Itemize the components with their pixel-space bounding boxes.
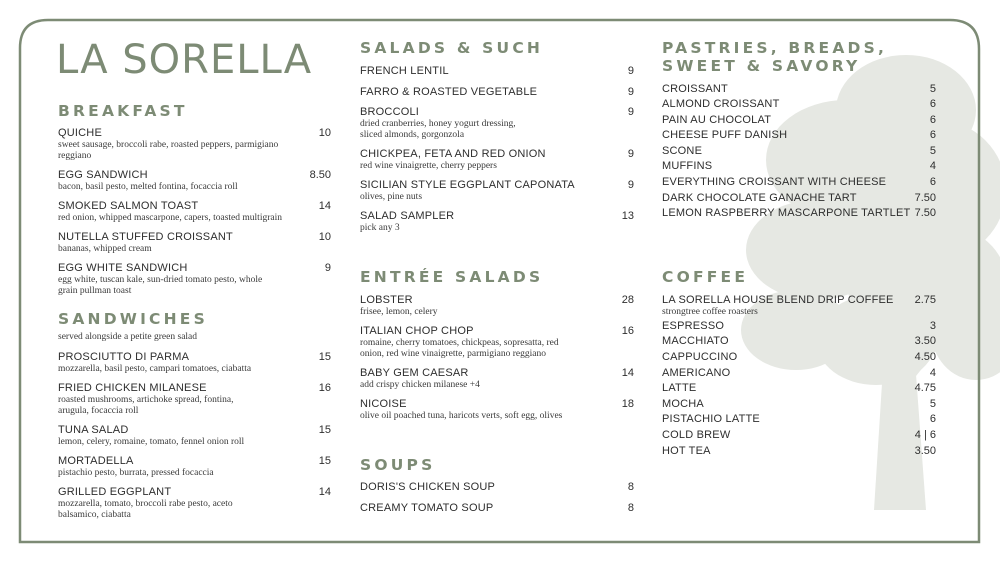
item-price: 8: [627, 481, 634, 493]
menu-item: [58, 262, 268, 296]
item-desc: mozzarella, basil pesto, campari tomatoes, ciabatta: [58, 364, 252, 374]
item-price: 6: [929, 176, 936, 188]
sandwiches-title: SANDWICHES: [58, 310, 208, 328]
item-desc: egg white, tuscan kale, sun-dried tomato pesto, whole grain pullman toast: [58, 275, 263, 296]
item-desc: bananas, whipped cream: [58, 244, 152, 254]
item-name: AMERICANO: [662, 367, 731, 379]
item-name: HOT TEA: [662, 445, 711, 457]
menu-item: [662, 207, 910, 220]
menu-item: [58, 424, 308, 448]
item-price: 15: [318, 351, 331, 363]
item-desc: strongtree coffee roasters: [662, 307, 758, 317]
item-desc: frisee, lemon, celery: [360, 307, 438, 317]
item-name: GRILLED EGGPLANT: [58, 486, 172, 498]
item-price: 4.75: [914, 382, 936, 394]
item-name: FARRO & ROASTED VEGETABLE: [360, 86, 538, 98]
menu-item: [662, 176, 886, 189]
item-name: LA SORELLA HOUSE BLEND DRIP COFFEE: [662, 294, 894, 306]
menu-item: [360, 210, 600, 234]
menu-item: [58, 351, 308, 375]
item-desc: mozzarella, tomato, broccoli rabe pesto, aceto balsamico, ciabatta: [58, 499, 233, 520]
item-price: 9: [627, 86, 634, 98]
item-name: LEMON RASPBERRY MASCARPONE TARTLET: [662, 207, 911, 219]
item-desc: romaine, cherry tomatoes, chickpeas, sopresatta, red onion, red wine vinaigrette, parmigiano reggiano: [360, 338, 559, 359]
item-desc: roasted mushrooms, artichoke spread, fontina, arugula, focaccia roll: [58, 395, 234, 416]
item-name: ITALIAN CHOP CHOP: [360, 325, 474, 337]
item-price: 5: [929, 83, 936, 95]
item-desc: red wine vinaigrette, cherry peppers: [360, 161, 497, 171]
item-name: EVERYTHING CROISSANT WITH CHEESE: [662, 176, 887, 188]
item-desc: pick any 3: [360, 223, 400, 233]
item-name: PAIN AU CHOCOLAT: [662, 114, 772, 126]
item-name: CHICKPEA, FETA AND RED ONION: [360, 148, 546, 160]
menu-item: [662, 114, 771, 127]
menu-item: [360, 106, 535, 140]
item-name: MORTADELLA: [58, 455, 134, 467]
item-desc: olive oil poached tuna, haricots verts, soft egg, olives: [360, 411, 563, 421]
menu-item: [360, 294, 600, 318]
item-price: 6: [929, 413, 936, 425]
item-name: SICILIAN STYLE EGGPLANT CAPONATA: [360, 179, 575, 191]
item-price: 9: [324, 262, 331, 274]
menu-item: [360, 481, 600, 494]
item-desc: red onion, whipped mascarpone, capers, toasted multigrain: [58, 213, 282, 223]
menu-item: [662, 335, 729, 348]
item-name: DORIS'S CHICKEN SOUP: [360, 481, 496, 493]
item-name: FRENCH LENTIL: [360, 65, 449, 77]
menu-item: [58, 382, 258, 416]
item-name: BABY GEM CAESAR: [360, 367, 469, 379]
item-desc: lemon, celery, romaine, tomato, fennel onion roll: [58, 437, 245, 447]
item-name: PISTACHIO LATTE: [662, 413, 760, 425]
item-price: 15: [318, 455, 331, 467]
menu-item: [360, 502, 600, 515]
item-name: LOBSTER: [360, 294, 413, 306]
breakfast-title: BREAKFAST: [58, 102, 188, 120]
menu-item: [58, 486, 243, 520]
item-price: 18: [621, 398, 634, 410]
restaurant-logo: LA SORELLA: [56, 37, 313, 83]
item-name: MUFFINS: [662, 160, 713, 172]
item-price: 8.50: [309, 169, 331, 181]
item-desc: bacon, basil pesto, melted fontina, focaccia roll: [58, 182, 238, 192]
item-name: COLD BREW: [662, 429, 731, 441]
menu-item: [360, 179, 600, 203]
menu-item: [58, 231, 308, 255]
item-price: 8: [627, 502, 634, 514]
item-desc: dried cranberries, honey yogurt dressing, sliced almonds, gorgonzola: [360, 119, 516, 140]
menu-item: [360, 398, 600, 422]
item-name: CAPPUCCINO: [662, 351, 738, 363]
item-price: 4 | 6: [914, 429, 936, 441]
item-price: 4.50: [914, 351, 936, 363]
menu-item: [360, 148, 600, 172]
entree-salads-title: ENTRÉE SALADS: [360, 268, 544, 286]
item-price: 28: [621, 294, 634, 306]
item-name: CREAMY TOMATO SOUP: [360, 502, 494, 514]
item-name: MOCHA: [662, 398, 704, 410]
item-desc: sweet sausage, broccoli rabe, roasted peppers, parmigiano reggiano: [58, 140, 279, 161]
item-name: ESPRESSO: [662, 320, 725, 332]
item-price: 3: [929, 320, 936, 332]
item-name: CROISSANT: [662, 83, 728, 95]
item-price: 14: [318, 200, 331, 212]
menu-item: [662, 413, 760, 426]
item-price: 4: [929, 160, 936, 172]
item-name: PROSCIUTTO DI PARMA: [58, 351, 190, 363]
menu-item: [662, 429, 730, 442]
item-price: 7.50: [914, 207, 936, 219]
menu-item: [662, 192, 857, 205]
menu-item: [58, 455, 308, 479]
menu-item: [662, 83, 728, 96]
item-name: MACCHIATO: [662, 335, 729, 347]
item-price: 7.50: [914, 192, 936, 204]
menu-item: [360, 325, 580, 359]
menu-item: [662, 98, 780, 111]
item-name: LATTE: [662, 382, 697, 394]
menu-item: [58, 127, 308, 161]
item-price: 4: [929, 367, 936, 379]
salads-title: SALADS & SUCH: [360, 39, 544, 57]
item-name: EGG SANDWICH: [58, 169, 148, 181]
item-name: CHEESE PUFF DANISH: [662, 129, 788, 141]
pastries-title-line1: PASTRIES, BREADS,: [662, 39, 888, 57]
item-price: 9: [627, 179, 634, 191]
item-price: 15: [318, 424, 331, 436]
item-price: 9: [627, 65, 634, 77]
item-price: 9: [627, 106, 634, 118]
item-name: NICOISE: [360, 398, 407, 410]
item-price: 10: [318, 127, 331, 139]
soups-title: SOUPS: [360, 456, 436, 474]
menu-item: [662, 294, 894, 318]
item-name: NUTELLA STUFFED CROISSANT: [58, 231, 233, 243]
item-price: 6: [929, 114, 936, 126]
menu-item: [360, 65, 600, 78]
item-desc: pistachio pesto, burrata, pressed focaccia: [58, 468, 214, 478]
sandwiches-note: served alongside a petite green salad: [58, 332, 198, 342]
menu-item: [662, 160, 712, 173]
menu-item: [662, 145, 702, 158]
item-price: 10: [318, 231, 331, 243]
item-name: SCONE: [662, 145, 703, 157]
menu-item: [662, 351, 737, 364]
item-price: 2.75: [914, 294, 936, 306]
item-name: SMOKED SALMON TOAST: [58, 200, 199, 212]
item-price: 14: [318, 486, 331, 498]
item-price: 5: [929, 398, 936, 410]
item-price: 3.50: [914, 445, 936, 457]
menu-item: [662, 382, 696, 395]
item-price: 14: [621, 367, 634, 379]
menu-item: [662, 367, 730, 380]
pastries-title-line2: SWEET & SAVORY: [662, 57, 861, 75]
menu-item: [662, 320, 724, 333]
item-price: 16: [318, 382, 331, 394]
item-price: 3.50: [914, 335, 936, 347]
menu-item: [360, 86, 600, 99]
item-price: 13: [621, 210, 634, 222]
coffee-title: COFFEE: [662, 268, 749, 286]
item-name: BROCCOLI: [360, 106, 420, 118]
menu-item: [360, 367, 600, 391]
menu-item: [58, 200, 308, 224]
item-price: 5: [929, 145, 936, 157]
item-price: 9: [627, 148, 634, 160]
menu-item: [662, 445, 711, 458]
item-name: DARK CHOCOLATE GANACHE TART: [662, 192, 857, 204]
menu-item: [662, 398, 704, 411]
item-name: FRIED CHICKEN MILANESE: [58, 382, 207, 394]
item-desc: add crispy chicken milanese +4: [360, 380, 480, 390]
item-name: TUNA SALAD: [58, 424, 129, 436]
item-name: ALMOND CROISSANT: [662, 98, 780, 110]
item-price: 16: [621, 325, 634, 337]
menu-item: [662, 129, 787, 142]
item-name: EGG WHITE SANDWICH: [58, 262, 188, 274]
item-name: SALAD SAMPLER: [360, 210, 455, 222]
menu-item: [58, 169, 308, 193]
item-price: 6: [929, 129, 936, 141]
item-price: 6: [929, 98, 936, 110]
item-desc: olives, pine nuts: [360, 192, 423, 202]
item-name: QUICHE: [58, 127, 102, 139]
